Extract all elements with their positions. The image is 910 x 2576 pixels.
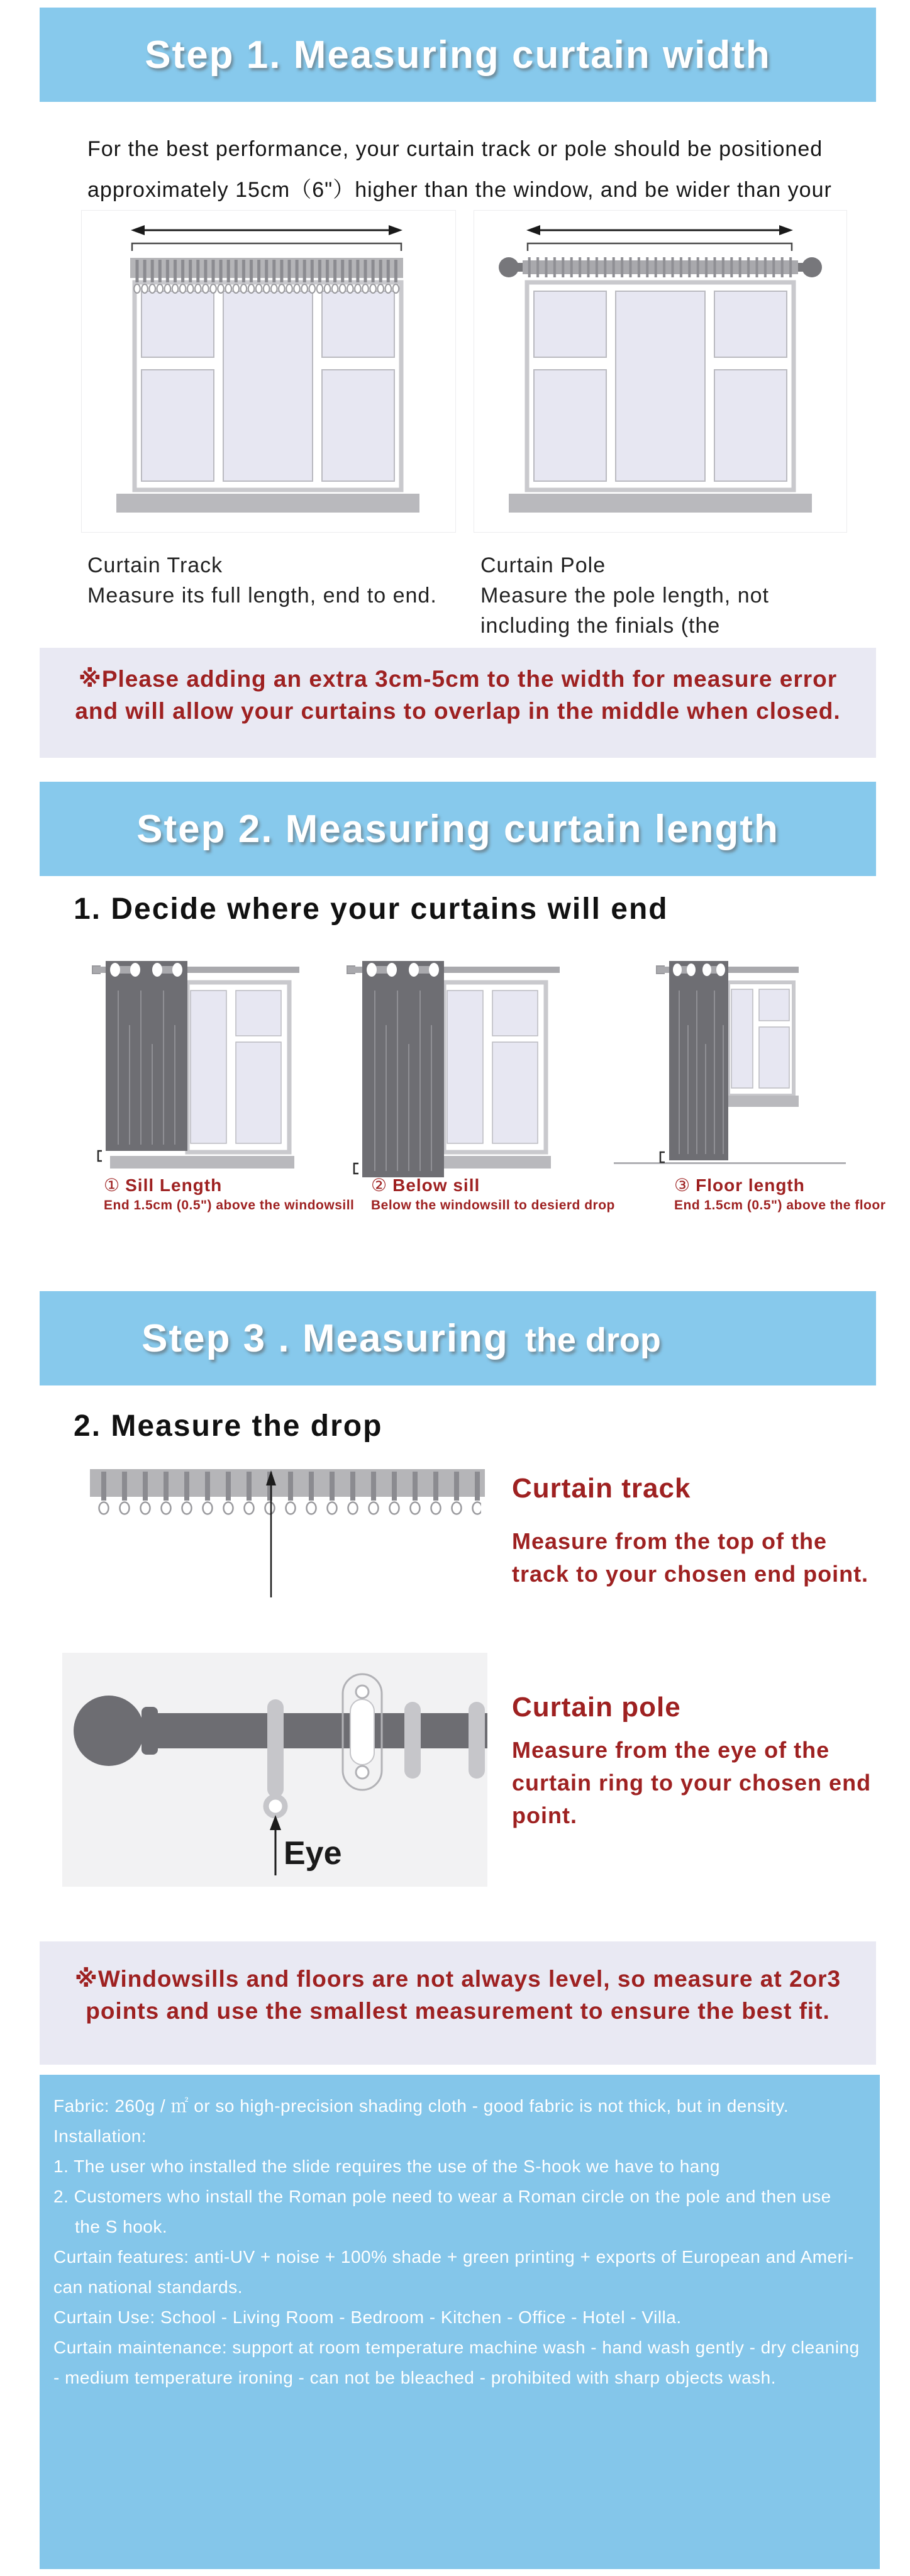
option2-desc: Below the windowsill to desierd drop [371, 1198, 615, 1213]
step2-banner [40, 782, 876, 876]
info-line-install-1: 1. The user who installed the slide requires the use of the S-hook we have to hang [53, 2157, 721, 2176]
product-info-panel [40, 2075, 880, 2569]
eye-label: Eye [284, 1835, 342, 1872]
step1-banner [40, 8, 876, 102]
width-note-line2: and will allow your curtains to overlap in the middle when closed. [75, 698, 841, 724]
window-pole-drawing [474, 211, 846, 532]
curtain-pole-body3: point. [512, 1802, 577, 1828]
curtain-pole-title: Curtain pole [512, 1692, 681, 1723]
window-with-pole-illustration [474, 210, 847, 533]
curtain-track-body1: Measure from the top of the [512, 1528, 828, 1554]
info-line-fabric: Fabric: 260g / ㎡ or so high-precision shading cloth - good fabric is not thick, but in density. [53, 2096, 789, 2116]
step3-banner-title: Step 3 . Measuring the drop [141, 1316, 661, 1360]
option3-desc: End 1.5cm (0.5") above the floor [674, 1198, 886, 1213]
step3-banner [40, 1291, 876, 1385]
info-line-installation: Installation: [53, 2126, 147, 2146]
info-line-install-2b: the S hook. [75, 2217, 168, 2236]
level-measure-note [40, 1941, 876, 2065]
option2-title: ② Below sill [371, 1175, 480, 1195]
step2-banner-title: Step 2. Measuring curtain length [136, 807, 779, 851]
track-caption-title: Curtain Track [87, 553, 223, 577]
window-track-drawing [82, 211, 455, 532]
curtain-pole-body1: Measure from the eye of the [512, 1737, 830, 1763]
track-drop-illustration [90, 1464, 486, 1601]
curtain-track-title: Curtain track [512, 1473, 691, 1504]
level-note-line2: points and use the smallest measurement to ensure the best fit. [86, 1998, 830, 2024]
curtain-track-body2: track to your chosen end point. [512, 1561, 869, 1587]
pole-caption-body2: including the finials (the [480, 614, 721, 638]
option2-number: ② [371, 1175, 388, 1195]
level-note-line1: ※Windowsills and floors are not always level, so measure at 2or3 [74, 1966, 841, 1992]
width-measure-note [40, 648, 876, 758]
product-info-text [53, 2091, 860, 2393]
step1-banner-title: Step 1. Measuring curtain width [145, 33, 771, 77]
option1-desc: End 1.5cm (0.5") above the windowsill [104, 1198, 355, 1213]
track-caption-body: Measure its full length, end to end. [87, 584, 437, 608]
pole-drop-illustration [62, 1653, 487, 1887]
info-line-install-2: 2. Customers who install the Roman pole need to wear a Roman circle on the pole and then use [53, 2187, 831, 2206]
info-line-maintenance-2: - medium temperature ironing - can not be bleached - prohibited with sharp objects wash. [53, 2368, 777, 2387]
width-note-line1: ※Please adding an extra 3cm-5cm to the width for measure error [78, 666, 838, 692]
option3-number: ③ [674, 1175, 691, 1195]
below-sill-illustration [343, 956, 560, 1182]
pole-caption-title: Curtain Pole [480, 553, 606, 577]
info-line-use: Curtain Use: School - Living Room - Bedroom - Kitchen - Office - Hotel - Villa. [53, 2307, 682, 2327]
step3-banner-subtitle: the drop [524, 1321, 661, 1359]
option3-title: ③ Floor length [674, 1175, 805, 1195]
info-line-maintenance: Curtain maintenance: support at room temperature machine wash - hand wash gently - dry cleaning [53, 2338, 860, 2357]
floor-length-illustration [651, 956, 852, 1173]
step3-heading: 2. Measure the drop [74, 1409, 383, 1443]
step2-heading: 1. Decide where your curtains will end [74, 892, 669, 926]
info-line-features-2: can national standards. [53, 2277, 243, 2297]
pole-caption-body1: Measure the pole length, not [480, 584, 769, 608]
info-line-features: Curtain features: anti-UV + noise + 100% shade + green printing + exports of European and Ameri- [53, 2247, 854, 2267]
curtain-pole-body2: curtain ring to your chosen end [512, 1770, 872, 1796]
option1-title: ① Sill Length [104, 1175, 223, 1195]
step1-intro-line1: For the best performance, your curtain track or pole should be positioned [87, 137, 823, 161]
step1-intro-line2: approximately 15cm（6"）higher than the window, and be wider than your [87, 178, 832, 202]
option1-number: ① [104, 1175, 121, 1195]
sill-length-illustration [88, 956, 302, 1173]
window-with-track-illustration [81, 210, 456, 533]
